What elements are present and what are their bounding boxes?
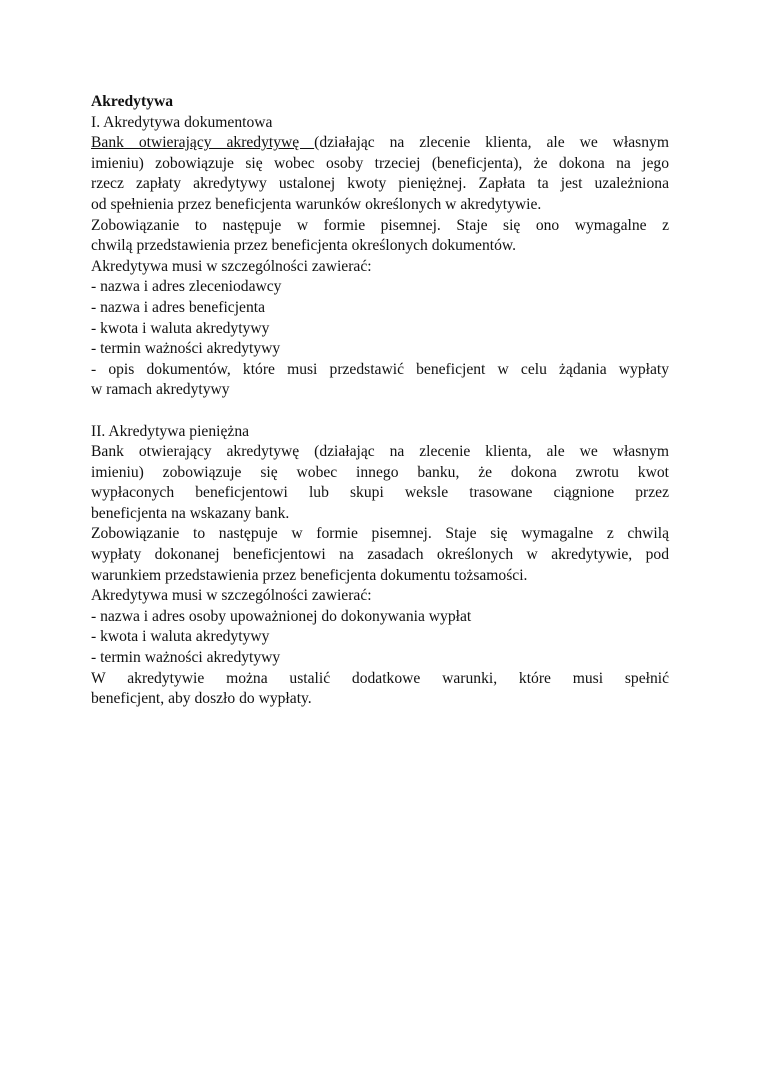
s2-p1-line-1: Bank otwierający akredytywę (działając na zlecenie klienta, ale we własnym — [91, 443, 669, 461]
underlined-phrase: Bank otwierający akredytywę — [91, 134, 315, 152]
s2-p1-line-4: beneficjenta na wskazany bank. — [91, 504, 290, 522]
s2-p1-line-3: wypłaconych beneficjentowi lub skupi weksle trasowane ciągnione przez — [91, 484, 669, 502]
list-item: - nazwa i adres beneficjenta — [91, 298, 266, 316]
list-item: - termin ważności akredytywy — [91, 649, 281, 667]
list-item: - nazwa i adres zleceniodawcy — [91, 278, 282, 296]
s2-p1-line-2: imieniu) zobowiązuje się wobec innego banku, że dokona zwrotu kwot — [91, 463, 669, 481]
s1-p2-line-2: chwilą przedstawienia przez beneficjenta określonych dokumentów. — [91, 237, 517, 255]
s1-p1-line-4: od spełnienia przez beneficjenta warunków określonych w akredytywie. — [91, 195, 542, 213]
section-2-heading: II. Akredytywa pieniężna — [91, 422, 250, 440]
s2-p3-line-1: W akredytywie można ustalić dodatkowe warunki, które musi spełnić — [91, 669, 669, 687]
list-item: - termin ważności akredytywy — [91, 340, 281, 358]
section-1-heading: I. Akredytywa dokumentowa — [91, 113, 273, 131]
s1-p1-line-2: imieniu) zobowiązuje się wobec osoby trzeciej (beneficjenta), że dokona na jego — [91, 154, 669, 172]
s2-list-intro: Akredytywa musi w szczególności zawierać: — [91, 587, 372, 605]
list-item: - opis dokumentów, które musi przedstawić beneficjent w celu żądania wypłaty — [91, 360, 669, 378]
s2-p3-line-2: beneficjent, aby doszło do wypłaty. — [91, 690, 312, 708]
s2-p2-line-3: warunkiem przedstawienia przez beneficjenta dokumentu tożsamości. — [91, 566, 528, 584]
s1-p1-line-3: rzecz zapłaty akredytywy ustalonej kwoty pieniężnej. Zapłata ta jest uzależniona — [91, 175, 669, 193]
s1-list-intro: Akredytywa musi w szczególności zawierać: — [91, 257, 372, 275]
s2-p2-line-2: wypłaty dokonanej beneficjentowi na zasadach określonych w akredytywie, pod — [91, 546, 669, 564]
list-item: - nazwa i adres osoby upoważnionej do dokonywania wypłat — [91, 607, 472, 625]
paragraph-gap — [91, 401, 669, 422]
list-item: - kwota i waluta akredytywy — [91, 319, 270, 337]
s1-p1-line-1: Bank otwierający akredytywę (działając na zlecenie klienta, ale we własnym — [91, 134, 669, 152]
list-item-continuation: w ramach akredytywy — [91, 381, 230, 399]
s1-p2-line-1: Zobowiązanie to następuje w formie pisemnej. Staje się ono wymagalne z — [91, 216, 669, 234]
document-title: Akredytywa — [91, 93, 174, 110]
s2-p2-line-1: Zobowiązanie to następuje w formie pisemnej. Staje się wymagalne z chwilą — [91, 525, 669, 543]
document-body — [91, 92, 669, 710]
list-item: - kwota i waluta akredytywy — [91, 628, 270, 646]
